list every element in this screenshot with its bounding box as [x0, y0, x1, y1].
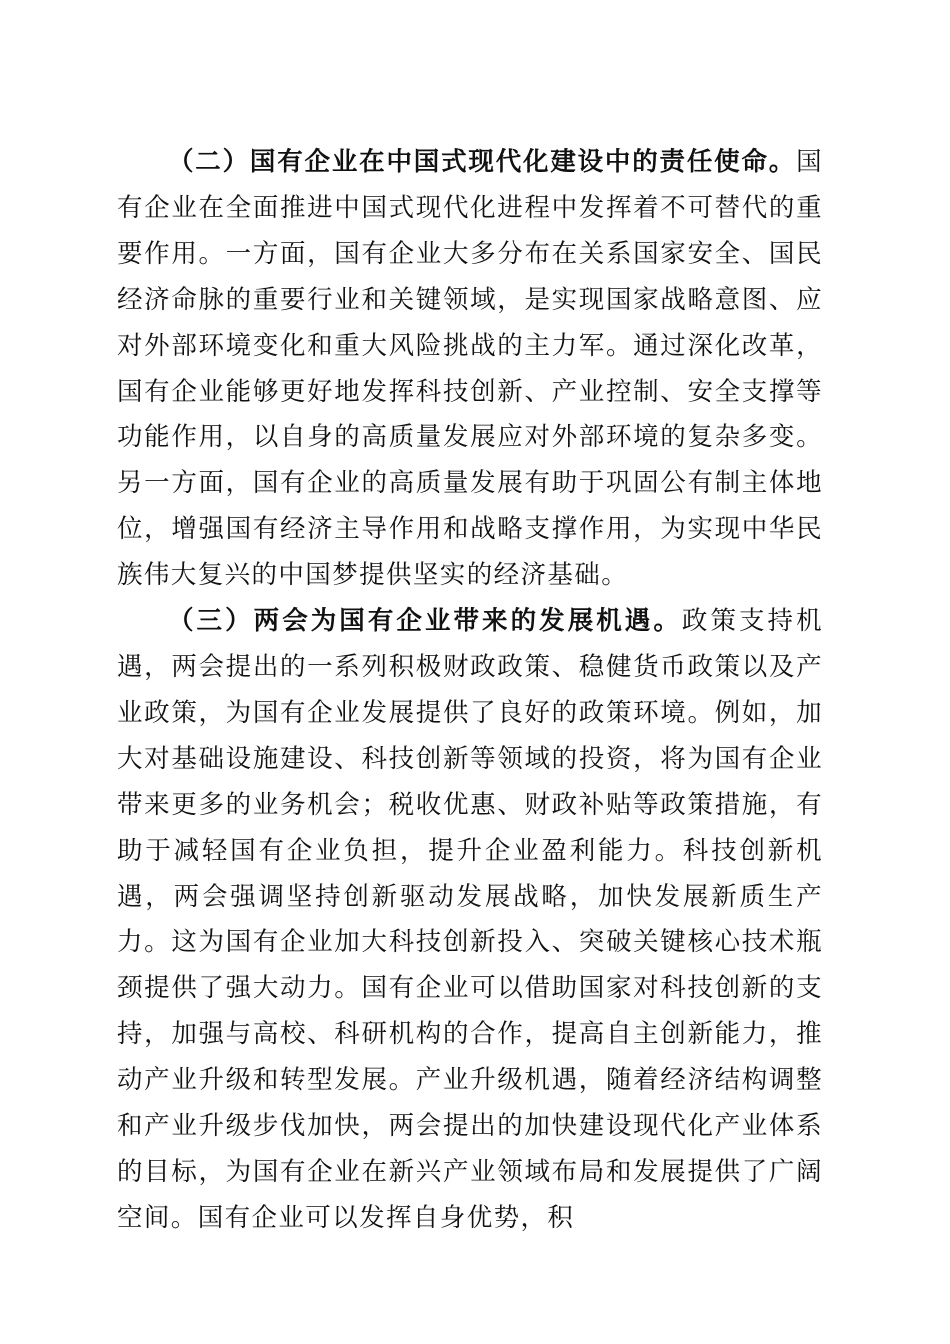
document-page [117, 140, 823, 1242]
paragraph-responsibility-mission [117, 140, 823, 599]
paragraph-development-opportunities [117, 599, 823, 1242]
section-heading-3: （三）两会为国有企业带来的发展机遇。 [168, 606, 682, 637]
paragraph-body: 国有企业在全面推进中国式现代化进程中发挥着不可替代的重要作用。一方面，国有企业大多分布在关系国家安全、国民经济命脉的重要行业和关键领域，是实现国家战略意图、应对外部环境变化和重大风险挑战的主力军。通过深化改革，国有企业能够更好地发挥科技创新、产业控制、安全支撑等功能作用，以自身的高质量发展应对外部环境的复杂多变。另一方面，国有企业的高质量发展有助于巩固公有制主体地位，增强国有经济主导作用和战略支撑作用，为实现中华民族伟大复兴的中国梦提供坚实的经济基础。 [117, 147, 823, 591]
paragraph-body: 政策支持机遇，两会提出的一系列积极财政政策、稳健货币政策以及产业政策，为国有企业发展提供了良好的政策环境。例如，加大对基础设施建设、科技创新等领域的投资，将为国有企业带来更多的业务机会；税收优惠、财政补贴等政策措施，有助于减轻国有企业负担，提升企业盈利能力。科技创新机遇，两会强调坚持创新驱动发展战略，加快发展新质生产力。这为国有企业加大科技创新投入、突破关键核心技术瓶颈提供了强大动力。国有企业可以借助国家对科技创新的支持，加强与高校、科研机构的合作，提高自主创新能力，推动产业升级和转型发展。产业升级机遇，随着经济结构调整和产业升级步伐加快，两会提出的加快建设现代化产业体系的目标，为国有企业在新兴产业领域布局和发展提供了广阔空间。国有企业可以发挥自身优势，积 [117, 606, 823, 1233]
section-heading-2: （二）国有企业在中国式现代化建设中的责任使命。 [168, 147, 797, 177]
